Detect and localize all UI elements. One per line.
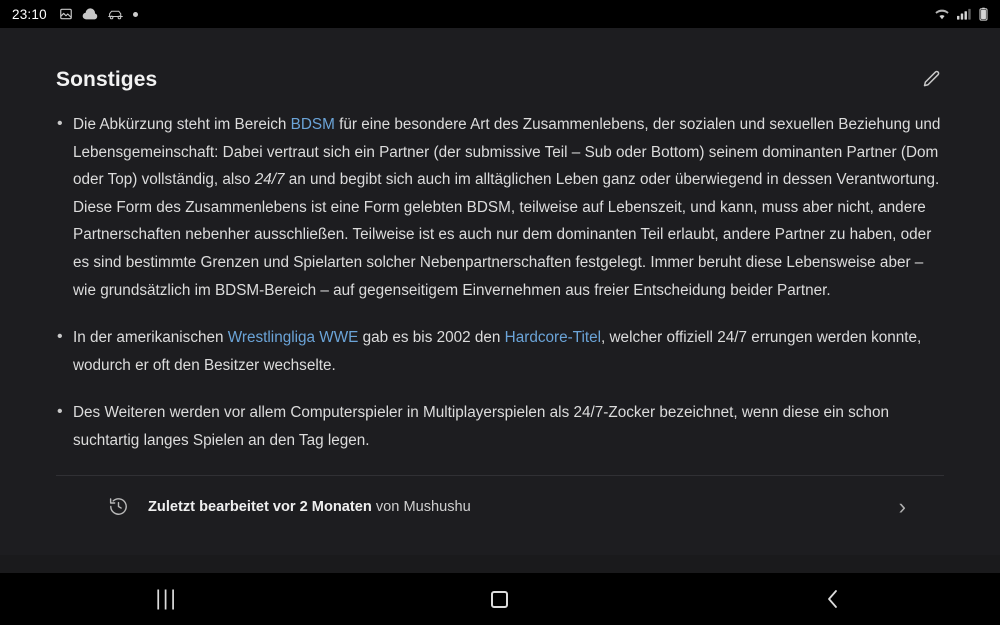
list-item [56,324,944,379]
article-link[interactable]: Wrestlingliga WWE [227,329,359,347]
last-edited-text [148,499,471,515]
chevron-right-icon[interactable]: › [898,493,906,519]
paragraph-text: Des Weiteren werden vor allem Computerspieler in Multiplayerspielen als 24/7-Zocker bezeichnet, wenn diese ein schon suchtartig langes Spielen an den Tag legen. [73,404,889,449]
image-icon [59,7,73,21]
last-edited-author: von Mushushu [371,498,471,515]
pencil-icon[interactable] [918,66,944,92]
paragraph-text: an und begibt sich auch im alltäglichen Leben ganz oder überwiegend in dessen Verantwortung. Diese Form des Zusammenlebens ist eine Form gelebten BDSM, teilweise auf Lebenszeit, und kann, muss aber nicht, andere Partnerschaften nebenher ausschließen. Teilweise ist es auch nur dem dominanten Teil erlaubt, andere Partner zu haben, oder es sind bestimmte Grenzen und Spielarten solcher Nebenpartnerschaften festgelegt. Immer beruht diese Lebensweise aber – wie grundsätzlich im BDSM-Bereich – auf gegenseitigem Einvernehmen aus freier Entscheidung beider Partner. [73,171,940,299]
list-item [56,399,944,454]
status-bar [0,0,1000,28]
article-content [0,28,1000,555]
article-link[interactable]: BDSM [290,116,335,133]
battery-icon [979,7,988,21]
nav-home-button[interactable] [440,573,560,625]
system-nav-bar [0,573,1000,625]
article-body [0,28,1000,538]
wifi-icon [934,8,950,20]
signal-icon [957,8,972,20]
last-edited-bar[interactable] [56,476,944,538]
paragraph-text: gab es bis 2002 den [358,329,505,347]
status-clock: 23:10 [12,6,47,22]
nav-back-button[interactable] [773,573,893,625]
paragraph-text: In der amerikanischen [73,329,228,347]
cloud-icon [82,8,98,20]
dot-icon [133,12,138,17]
last-edited-bold: Zuletzt bearbeitet vor 2 Monaten [148,498,372,515]
empty-area [0,555,1000,573]
history-icon [106,495,130,519]
last-edited-divider [56,475,944,538]
status-system-icons [934,7,988,21]
recents-icon: ||| [155,587,178,610]
article-bullet-list [56,111,944,455]
section-header [56,68,944,92]
back-icon [824,588,842,610]
page-title: Sonstiges [56,68,158,91]
paragraph-text: Die Abkürzung steht im Bereich [73,116,291,133]
paragraph-text: , welcher offiziell 24/7 errungen werden konnte, wodurch er oft den Besitzer wechselte. [73,329,922,374]
paragraph-text: für eine besondere Art des Zusammenlebens, der sozialen und sexuellen Beziehung und Lebensgemeinschaft: Dabei vertraut sich ein Partner (der submissive Teil – Sub oder Bottom) seinem dominanten Partner (Dom oder Top) vollständig, also [73,116,941,189]
article-link[interactable]: Hardcore-Titel [504,329,602,347]
list-item [56,111,944,304]
nav-recents-button[interactable] [107,573,227,625]
emphasis-text: 24/7 [254,171,285,189]
status-notification-icons [59,7,138,21]
home-icon [491,591,508,608]
car-icon [107,9,124,20]
